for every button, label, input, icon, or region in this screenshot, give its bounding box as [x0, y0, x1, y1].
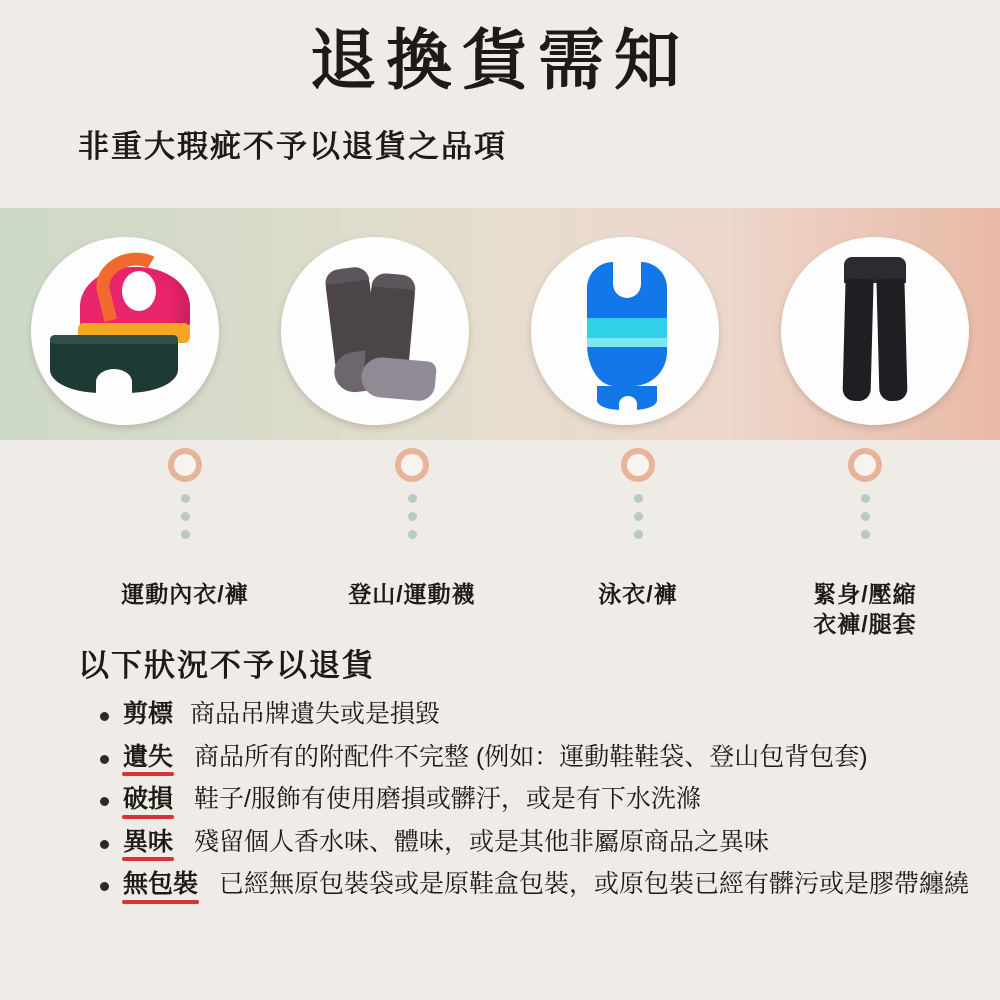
product-label-leggings-line1: 緊身/壓縮 [813, 581, 917, 607]
ring-icon [168, 448, 202, 482]
connector-2 [352, 448, 472, 548]
ring-icon [848, 448, 882, 482]
non-returnable-condition-list [100, 698, 980, 911]
ring-icon [395, 448, 429, 482]
list-item [100, 741, 980, 774]
page-subtitle: 非重大瑕疵不予以退貨之品項 [78, 129, 507, 165]
bullet-icon [100, 840, 109, 849]
product-label-socks: 登山/運動襪 [348, 581, 476, 607]
leggings-icon [820, 251, 930, 411]
list-item [100, 698, 980, 731]
list-item-text: 商品所有的附配件不完整 (例如：運動鞋鞋袋、登山包背包套) [193, 742, 868, 771]
product-label-sports-underwear: 運動內衣/褲 [121, 581, 249, 607]
product-label-swimsuit: 泳衣/褲 [598, 581, 678, 607]
socks-icon [300, 256, 450, 406]
product-label-leggings [755, 580, 975, 640]
list-item-text: 商品吊牌遺失或是損毀 [189, 700, 440, 728]
bullet-icon [100, 797, 109, 806]
product-circle-sports-underwear [31, 237, 219, 425]
bullet-icon [100, 755, 109, 764]
section-title: 以下狀況不予以退貨 [78, 648, 375, 683]
product-icon-row [0, 226, 1000, 436]
list-item-text: 殘留個人香水味、體味，或是其他非屬原商品之異味 [193, 827, 769, 856]
product-circle-socks [281, 237, 469, 425]
product-circle-leggings [781, 237, 969, 425]
list-item [100, 826, 980, 859]
list-item-text: 鞋子/服飾有使用磨損或髒汙，或是有下水洗滌 [193, 785, 701, 813]
connector-row [0, 448, 1000, 578]
connector-3 [578, 448, 698, 548]
list-item-keyword: 遺失 [123, 741, 173, 774]
connector-1 [125, 448, 245, 548]
page-title: 退換貨需知 [310, 23, 690, 97]
list-item [100, 868, 980, 901]
product-circle-swimsuit [531, 237, 719, 425]
swimsuit-icon [565, 256, 685, 406]
list-item-keyword: 無包裝 [123, 868, 198, 901]
list-item-keyword: 破損 [123, 783, 173, 816]
connector-4 [805, 448, 925, 548]
list-item-keyword: 剪標 [123, 700, 174, 728]
sports-bra-and-briefs-icon [50, 261, 200, 401]
bullet-icon [100, 882, 109, 891]
product-label-leggings-line2: 衣褲/腿套 [813, 610, 917, 637]
list-item [100, 783, 980, 816]
list-item-keyword: 異味 [123, 826, 173, 859]
bullet-icon [100, 712, 109, 721]
ring-icon [621, 448, 655, 482]
list-item-text: 已經無原包裝袋或是原鞋盒包裝，或原包裝已經有髒污或是膠帶纏繞 [218, 870, 969, 898]
